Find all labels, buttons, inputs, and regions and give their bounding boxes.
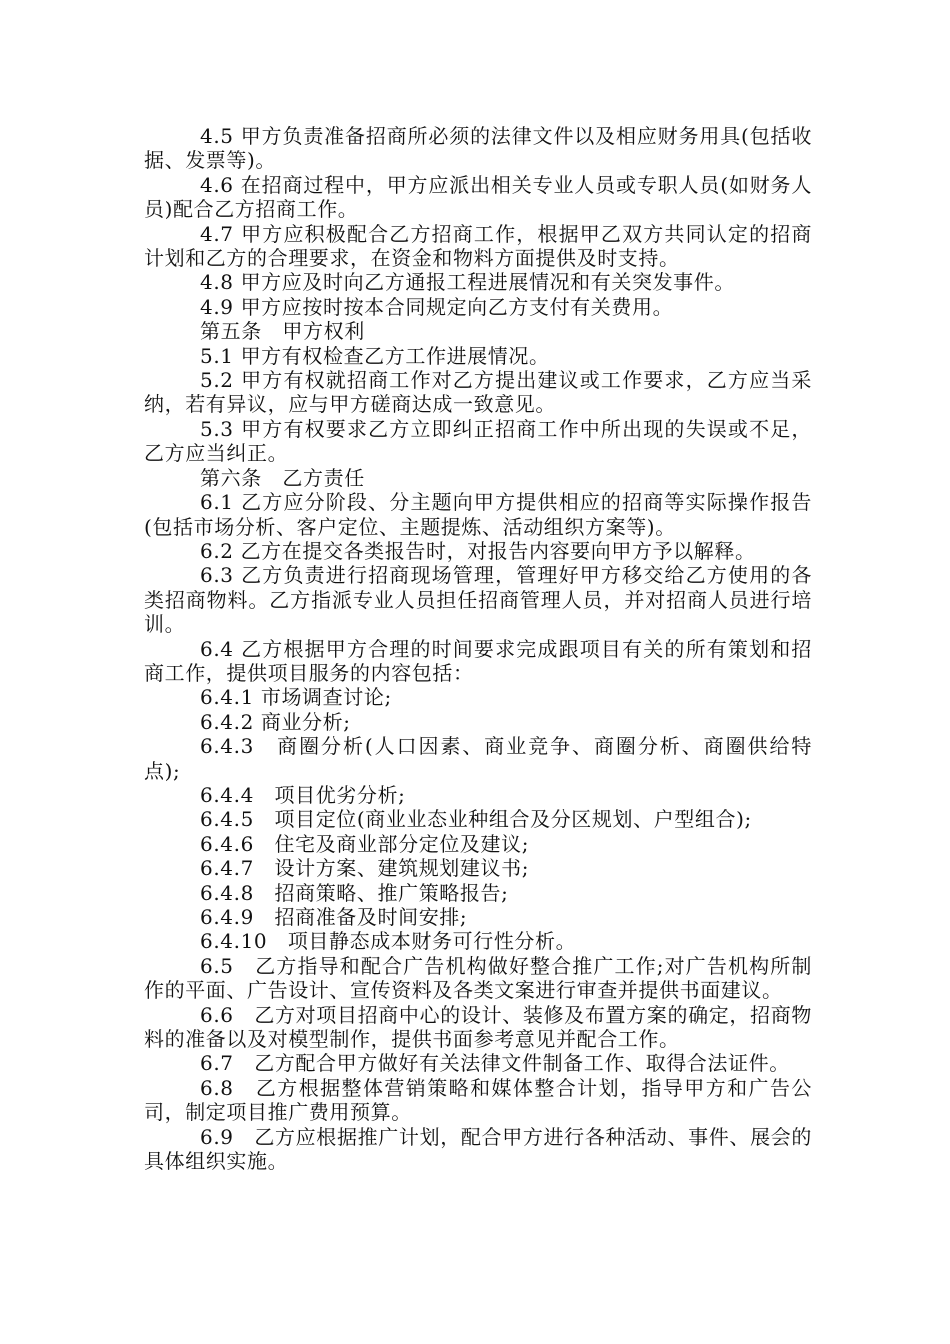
- list-item-6-4-6: 6.4.6 住宅及商业部分定位及建议;: [200, 831, 530, 856]
- list-item-6-4-7: 6.4.7 设计方案、建筑规划建议书;: [200, 856, 530, 881]
- paragraph-6-1: 6.1 乙方应分阶段、分主题向甲方提供相应的招商等实际操作报告(包括市场分析、客户定位、主题提炼、活动组织方案等)。: [144, 490, 812, 539]
- paragraph-4-7: 4.7 甲方应积极配合乙方招商工作，根据甲乙双方共同认定的招商计划和乙方的合理要求，在资金和物料方面提供及时支持。: [144, 221, 812, 271]
- paragraph-4-8: 4.8 甲方应及时向乙方通报工程进展情况和有关突发事件。: [200, 270, 735, 295]
- paragraph-5-2: 5.2 甲方有权就招商工作对乙方提出建议或工作要求，乙方应当采纳，若有异议，应与甲方磋商达成一致意见。: [144, 368, 812, 417]
- paragraph-6-3: 6.3 乙方负责进行招商现场管理，管理好甲方移交给乙方使用的各类招商物料。乙方指派专业人员担任招商管理人员，并对招商人员进行培训。: [144, 563, 812, 637]
- document-body: [144, 124, 812, 1173]
- paragraph-6-8: 6.8 乙方根据整体营销策略和媒体整合计划，指导甲方和广告公司，制定项目推广费用预算。: [144, 1075, 812, 1125]
- paragraph-6-4: 6.4 乙方根据甲方合理的时间要求完成跟项目有关的所有策划和招商工作，提供项目服务的内容包括：: [144, 636, 812, 685]
- list-item-6-4-3: 6.4.3 商圈分析(人口因素、商业竞争、商圈分析、商圈供给特点);: [144, 734, 812, 783]
- paragraph-6-9: 6.9 乙方应根据推广计划，配合甲方进行各种活动、事件、展会的具体组织实施。: [144, 1124, 812, 1174]
- list-item-6-4-4: 6.4.4 项目优劣分析;: [200, 782, 406, 807]
- paragraph-6-2: 6.2 乙方在提交各类报告时，对报告内容要向甲方予以解释。: [200, 538, 756, 563]
- list-item-6-4-10: 6.4.10 项目静态成本财务可行性分析。: [200, 929, 577, 954]
- section-heading-article-6: 第六条 乙方责任: [200, 465, 365, 490]
- paragraph-6-7: 6.7 乙方配合甲方做好有关法律文件制备工作、取得合法证件。: [200, 1051, 790, 1076]
- paragraph-5-3: 5.3 甲方有权要求乙方立即纠正招商工作中所出现的失误或不足，乙方应当纠正。: [144, 416, 812, 466]
- list-item-6-4-1: 6.4.1 市场调查讨论;: [200, 685, 392, 710]
- list-item-6-4-8: 6.4.8 招商策略、推广策略报告;: [200, 880, 509, 905]
- paragraph-4-5: 4.5 甲方负责准备招商所必须的法律文件以及相应财务用具(包括收据、发票等)。: [144, 124, 812, 173]
- list-item-6-4-9: 6.4.9 招商准备及时间安排;: [200, 905, 468, 929]
- paragraph-4-9: 4.9 甲方应按时按本合同规定向乙方支付有关费用。: [200, 294, 674, 319]
- list-item-6-4-5: 6.4.5 项目定位(商业业态业种组合及分区规划、户型组合);: [200, 807, 752, 832]
- list-item-6-4-2: 6.4.2 商业分析;: [200, 709, 351, 734]
- paragraph-6-5: 6.5 乙方指导和配合广告机构做好整合推广工作;对广告机构所制作的平面、广告设计、宣传资料及各类文案进行审查并提供书面建议。: [144, 953, 812, 1003]
- paragraph-4-6: 4.6 在招商过程中，甲方应派出相关专业人员或专职人员(如财务人员)配合乙方招商工作。: [144, 172, 812, 222]
- paragraph-5-1: 5.1 甲方有权检查乙方工作进展情况。: [200, 343, 550, 368]
- section-heading-article-5: 第五条 甲方权利: [200, 319, 365, 344]
- paragraph-6-6: 6.6 乙方对项目招商中心的设计、装修及布置方案的确定，招商物料的准备以及对模型制作，提供书面参考意见并配合工作。: [144, 1002, 812, 1052]
